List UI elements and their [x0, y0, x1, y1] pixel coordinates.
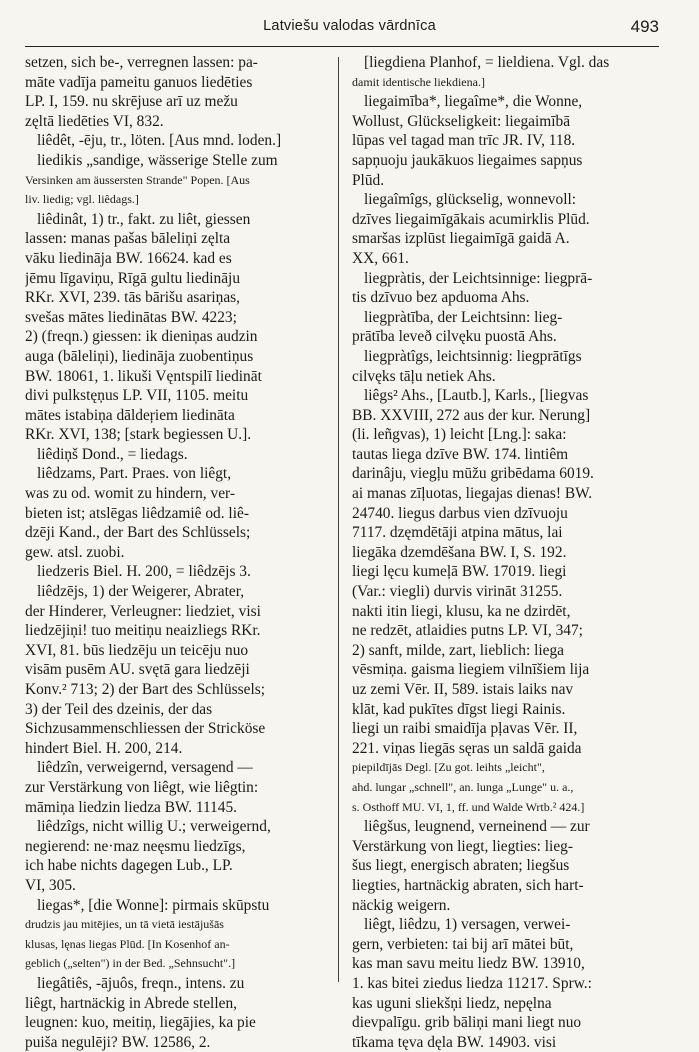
text-line: näckig weigern.	[352, 896, 451, 914]
text-line: sapņuoju jaukākuos liegaimes sapņus	[352, 151, 583, 169]
page-title: Latviešu valodas vārdnīca	[263, 18, 436, 34]
text-line: 221. viņas liegās sęras un saldā gaida	[352, 739, 582, 757]
text-line: uz zemi Vēr. II, 589. istais laiks nav	[352, 681, 574, 698]
text-line: Sichzusammenschliessen der Stricköse	[25, 720, 266, 738]
text-line: liêgt, hartnäckig in Abrede stellen,	[25, 994, 237, 1012]
text-line: šus liegt, energisch abraten; liegšus	[352, 857, 570, 875]
left-column	[25, 53, 347, 1052]
text-line: liêdzējs, 1) der Weigerer, Abrater,	[37, 583, 245, 601]
text-line: liegaîmîgs, glückselig, wonnevoll:	[364, 191, 577, 209]
text-line: (li. leñgvas), 1) leicht [Lng.]: saka:	[352, 426, 567, 444]
text-line: VI, 305.	[25, 876, 76, 894]
text-line: damit identische liekdiena.]	[352, 74, 485, 89]
right-column	[352, 53, 670, 1052]
text-line: auga (bāleliņi), liedināja zuobentiņus	[25, 347, 254, 365]
text-line: puiša negulēji? BW. 12586, 2.	[25, 1033, 211, 1051]
text-line: klāt, kad pukītes dīgst liegi Rainis.	[352, 700, 566, 718]
text-line: liegpràtība, der Leichtsinn: lieg-	[364, 308, 563, 326]
text-line: piepildījās Degl. [Zu got. leihts „leicht",	[352, 760, 545, 775]
text-line: RKr. XVI, 239. tās bārišu asariņas,	[25, 289, 241, 307]
text-line: tis dzīvuo bez apduoma Ahs.	[352, 289, 530, 307]
text-line: liêdzîgs, nicht willig U.; verweigernd,	[37, 818, 271, 836]
text-line: dzīves liegaimīgākais acumirklis Plūd.	[352, 210, 590, 228]
text-line: leugnen: kuo, meitiņ, liegājies, ka pie	[25, 1014, 256, 1032]
text-line: lassen: manas pašas bāleliņi zęlta	[25, 230, 231, 248]
text-line: liêgt, liêdzu, 1) versagen, verwei-	[364, 916, 571, 934]
text-line: liegâtiês, -ājuôs, freqn., intens. zu	[37, 974, 245, 992]
text-line: [liegdiena Planhof, = lieldiena. Vgl. das	[364, 54, 610, 71]
text-line: geblich („selten") in der Bed. „Sehnsucht".]	[25, 956, 236, 971]
text-line: liegpràtis, der Leichtsinnige: liegprā-	[364, 269, 593, 287]
text-line: (Var.: viegli) durvis virināt 31255.	[352, 583, 563, 601]
text-line: liedzējiņi! tuo meitiņu neaizliegs RKr.	[25, 622, 261, 640]
text-line: liegāka dzemdēšana BW. I, S. 192.	[352, 543, 567, 561]
text-line: liedzeris Biel. H. 200, = liêdzējs 3.	[37, 563, 251, 581]
text-line: RKr. XVI, 138; [stark begiessen U.].	[25, 426, 252, 444]
text-line: ne redzēt, atlaidies putns LP. VI, 347;	[352, 622, 583, 640]
text-line: jēmu līgaviņu, Rīgā gultu liedināju	[25, 269, 241, 287]
text-line: liêgs² Ahs., [Lautb.], Karls., [liegvas	[364, 387, 589, 405]
text-line: 3) der Teil des dzeinis, der das	[25, 700, 213, 718]
text-line: LP. I, 159. nu skrējuse arī uz mežu	[25, 93, 238, 111]
page-number: 493	[630, 17, 659, 36]
text-line: divi pulkstęņus LP. VII, 1105. meitu	[25, 387, 249, 405]
text-line: liêdzîn, verweigernd, versagend —	[37, 759, 253, 777]
text-line: liêgšus, leugnend, verneinend — zur	[364, 818, 590, 836]
text-line: zęltā liedēties VI, 832.	[25, 112, 164, 130]
header-rule	[25, 46, 659, 47]
text-line: māmiņa liedzin liedza BW. 11145.	[25, 798, 237, 816]
text-line: Versinken am äussersten Strande" Popen. [Aus	[25, 172, 250, 187]
text-line: nakti itin liegi, klusu, ka ne dzirdēt,	[352, 602, 571, 620]
text-line: tīkama tęva dęla BW. 14903. visi	[352, 1033, 557, 1051]
text-line: Wollust, Glückseligkeit: liegaimībā	[352, 112, 571, 130]
text-line: prātība leveð cilvęku puostā Ahs.	[352, 328, 557, 346]
text-line: liegas*, [die Wonne]: pirmais skūpstu	[37, 896, 270, 914]
text-line: der Hinderer, Verleugner: liedziet, visi	[25, 602, 261, 620]
text-line: negierend: ne·maz neęsmu liedzīgs,	[25, 837, 246, 855]
text-line: liedikis „sandige, wässerige Stelle zum	[37, 151, 278, 169]
text-line: klusas, lęnas liegas Plūd. [In Kosenhof an-	[25, 936, 230, 951]
text-line: cilvęks tāļu netiek Ahs.	[352, 367, 496, 385]
text-line: setzen, sich be-, verregnen lassen: pa-	[25, 54, 258, 71]
text-line: liêdinât, 1) tr., fakt. zu liêt, giessen	[37, 210, 251, 228]
text-line: gew. atsl. zuobi.	[25, 543, 125, 561]
text-line: liegi lęcu kumeļā BW. 17019. liegi	[352, 563, 567, 581]
text-line: liegties, hartnäckig abraten, sich hart-	[352, 876, 584, 894]
text-line: visām pusēm AU. svętā gara liedzēji	[25, 661, 250, 679]
text-line: was zu od. womit zu hindern, ver-	[25, 485, 235, 503]
text-line: zur Verstärkung von liêgt, wie liêgtin:	[25, 778, 259, 796]
text-line: lūpas vel tagad man trīc JR. IV, 118.	[352, 132, 576, 150]
text-line: Verstärkung von liegt, liegties: lieg-	[352, 837, 573, 855]
text-line: liegi un raibi smaidīja pļavas Vēr. II,	[352, 720, 578, 738]
text-line: hindert Biel. H. 200, 214.	[25, 739, 183, 757]
text-line: gern, verbieten: tai bij arī mātei būt,	[352, 935, 574, 953]
text-line: svešas mātes liedinātas BW. 4223;	[25, 308, 237, 326]
text-line: vāku liedināja BW. 16624. kad es	[25, 249, 232, 267]
text-line: s. Osthoff MU. VI, 1, ff. und Walde Wrtb.² 424.]	[352, 799, 585, 814]
text-line: 7117. dzęmdētāji atpina mātus, lai	[352, 524, 563, 542]
text-line: 2) sanft, milde, zart, lieblich: liega	[352, 641, 564, 659]
text-line: ahd. lungar „schnell", an. lunga „Lunge" u. a.,	[352, 779, 574, 794]
text-line: liegpràtîgs, leichtsinnig: liegprātīgs	[364, 347, 582, 365]
text-line: darinâju, viegļu mūžu gribēdama 6019.	[352, 465, 594, 483]
text-line: ai manas zīļuotas, liegajas dienas! BW.	[352, 485, 593, 503]
text-line: vēsmiņa. gaisma liegiem vilnīšiem lija	[352, 661, 590, 679]
text-line: liêdiņš Dond., = liedags.	[37, 445, 188, 463]
text-line: BB. XXVIII, 272 aus der kur. Nerung]	[352, 406, 591, 424]
text-line: drudzis jau mitējies, un tā vietā iestājušās	[25, 917, 224, 932]
page-header	[0, 18, 699, 42]
text-line: liegaimība*, liegaîme*, die Wonne,	[364, 93, 583, 111]
text-line: tautas liega dzīve BW. 174. lintiêm	[352, 445, 569, 463]
text-line: dievpalīgu. grib bāliņi mani liegt nuo	[352, 1014, 582, 1032]
text-line: ich habe nichts dagegen Lub., LP.	[25, 857, 233, 875]
text-line: Konv.² 713; 2) der Bart des Schlüssels;	[25, 681, 266, 698]
text-line: Plūd.	[352, 171, 385, 189]
text-line: liêdzams, Part. Praes. von liêgt,	[37, 465, 232, 483]
text-line: kas uguni sliekšņi liedz, nepęlna	[352, 994, 552, 1012]
text-line: XVI, 81. būs liedzēju un teicēju nuo	[25, 641, 249, 659]
text-line: māte vadīja pameitu ganuos liedēties	[25, 73, 253, 91]
text-line: smaršas izplūst liegaimīgā gaidā A.	[352, 230, 570, 248]
text-line: 24740. liegus darbus vien dzīvuoju	[352, 504, 568, 522]
text-line: 2) (freqn.) giessen: ik dieniņas audzin	[25, 328, 258, 346]
text-line: BW. 18061, 1. likuši Vęntspilī liedināt	[25, 367, 262, 385]
text-line: liv. liedig; vgl. liêdags.]	[25, 192, 139, 207]
text-line: mātes istabiņa dāldeŗiem liedināta	[25, 406, 235, 424]
text-line: liêdêt, -ēju, tr., löten. [Aus mnd. loden.]	[37, 132, 282, 150]
column-divider	[338, 57, 339, 982]
text-line: XX, 661.	[352, 249, 409, 267]
text-line: kas man savu meitu liedz BW. 13910,	[352, 955, 585, 973]
text-line: bieten ist; atslēgas liêdzamiê od. liê-	[25, 504, 249, 522]
text-line: 1. kas bitei ziedus liedza 11217. Sprw.:	[352, 974, 592, 992]
text-line: dzēji Kand., der Bart des Schlüssels;	[25, 524, 251, 542]
